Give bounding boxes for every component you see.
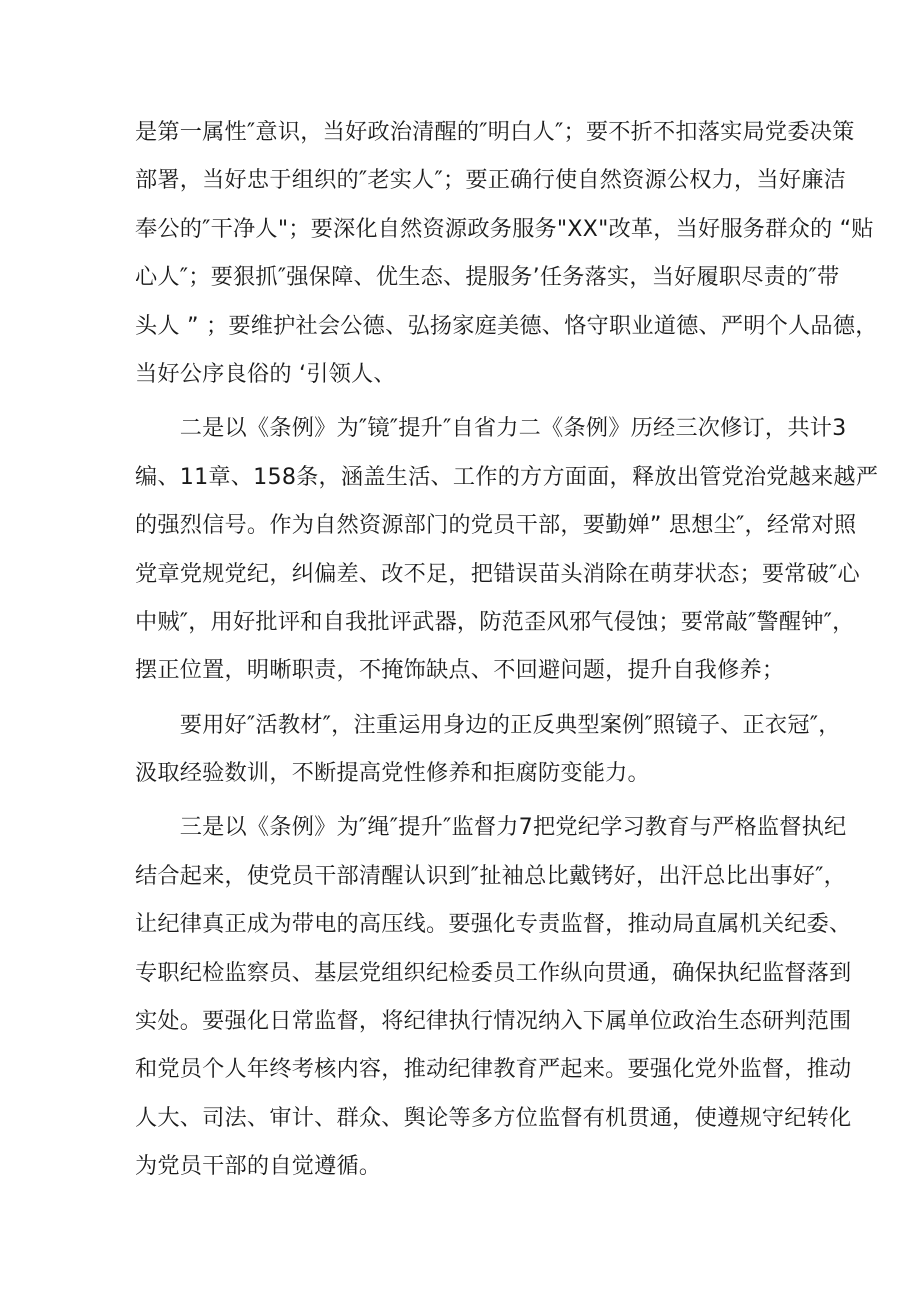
text-line: 要用好″活教材″，注重运用身边的正反典型案例″照镜子、正衣冠″， bbox=[135, 711, 841, 738]
text-line: 三是以《条例》为″绳″提升″监督力7把党纪学习教育与严格监督执纪 bbox=[135, 814, 847, 841]
text-line: 党章党规党纪，纠偏差、改不足，把错误苗头消除在萌芽状态；要常破″心 bbox=[135, 560, 860, 587]
text-line: 心人″；要狠抓″强保障、优生态、提服务’任务落实，当好履职尽责的″带 bbox=[135, 264, 840, 291]
text-line: 让纪律真正成为带电的高压线。要强化专责监督，推动局直属机关纪委、 bbox=[135, 911, 852, 938]
text-line: 摆正位置，明晰职责，不掩饰缺点、不回避问题，提升自我修养； bbox=[135, 657, 785, 684]
text-line: 和党员个人年终考核内容，推动纪律教育严起来。要强化党外监督，推动 bbox=[135, 1056, 852, 1083]
paragraph-3 bbox=[135, 701, 841, 798]
text-line: 汲取经验数训，不断提高党性修养和拒腐防变能力。 bbox=[135, 760, 650, 787]
text-line: 奉公的″干净人"；要深化自然资源政务服务"XX"改革，当好服务群众的 “贴 bbox=[135, 215, 874, 242]
paragraph-2 bbox=[135, 404, 879, 694]
text-line: 的强烈信号。作为自然资源部门的党员干部，要勤婵” 思想尘″，经常对照 bbox=[135, 512, 857, 539]
text-line: 当好公序良俗的 ‘引领人、 bbox=[135, 360, 396, 387]
text-line: 中贼″，用好批评和自我批评武器，防范歪风邪气侵蚀；要常敲″警醒钟″， bbox=[135, 608, 855, 635]
text-line: 专职纪检监察员、基层党组织纪检委员工作纵向贯通，确保执纪监督落到 bbox=[135, 959, 852, 986]
text-line: 部署，当好忠于组织的″老实人″；要正确行使自然资源公权力，当好廉洁 bbox=[135, 167, 846, 194]
document-body bbox=[135, 108, 879, 1191]
paragraph-4 bbox=[135, 803, 852, 1190]
text-line: 二是以《条例》为″镜″提升″自省力二《条例》历经三次修订，共计3 bbox=[135, 415, 847, 442]
text-line: 人大、司法、审计、群众、舆论等多方位监督有机贯通，使遵规守纪转化 bbox=[135, 1104, 852, 1131]
text-line: 是第一属性″意识，当好政治清醒的″明白人″；要不折不扣落实局党委决策 bbox=[135, 119, 855, 145]
text-line: 实处。要强化日常监督，将纪律执行情况纳入下属单位政治生态研判范围 bbox=[135, 1008, 852, 1035]
paragraph-1 bbox=[135, 108, 878, 398]
text-line: 头人 ” ；要维护社会公德、弘扬家庭美德、恪守职业道德、严明个人品德， bbox=[135, 312, 878, 339]
text-line: 编、11章、158条，涵盖生活、工作的方方面面，释放出管党治党越来越严 bbox=[135, 463, 879, 490]
text-line: 为党员干部的自觉遵循。 bbox=[135, 1153, 382, 1180]
text-line: 结合起来，使党员干部清醒认识到″扯袖总比戴铐好，出汗总比出事好″， bbox=[135, 862, 846, 889]
